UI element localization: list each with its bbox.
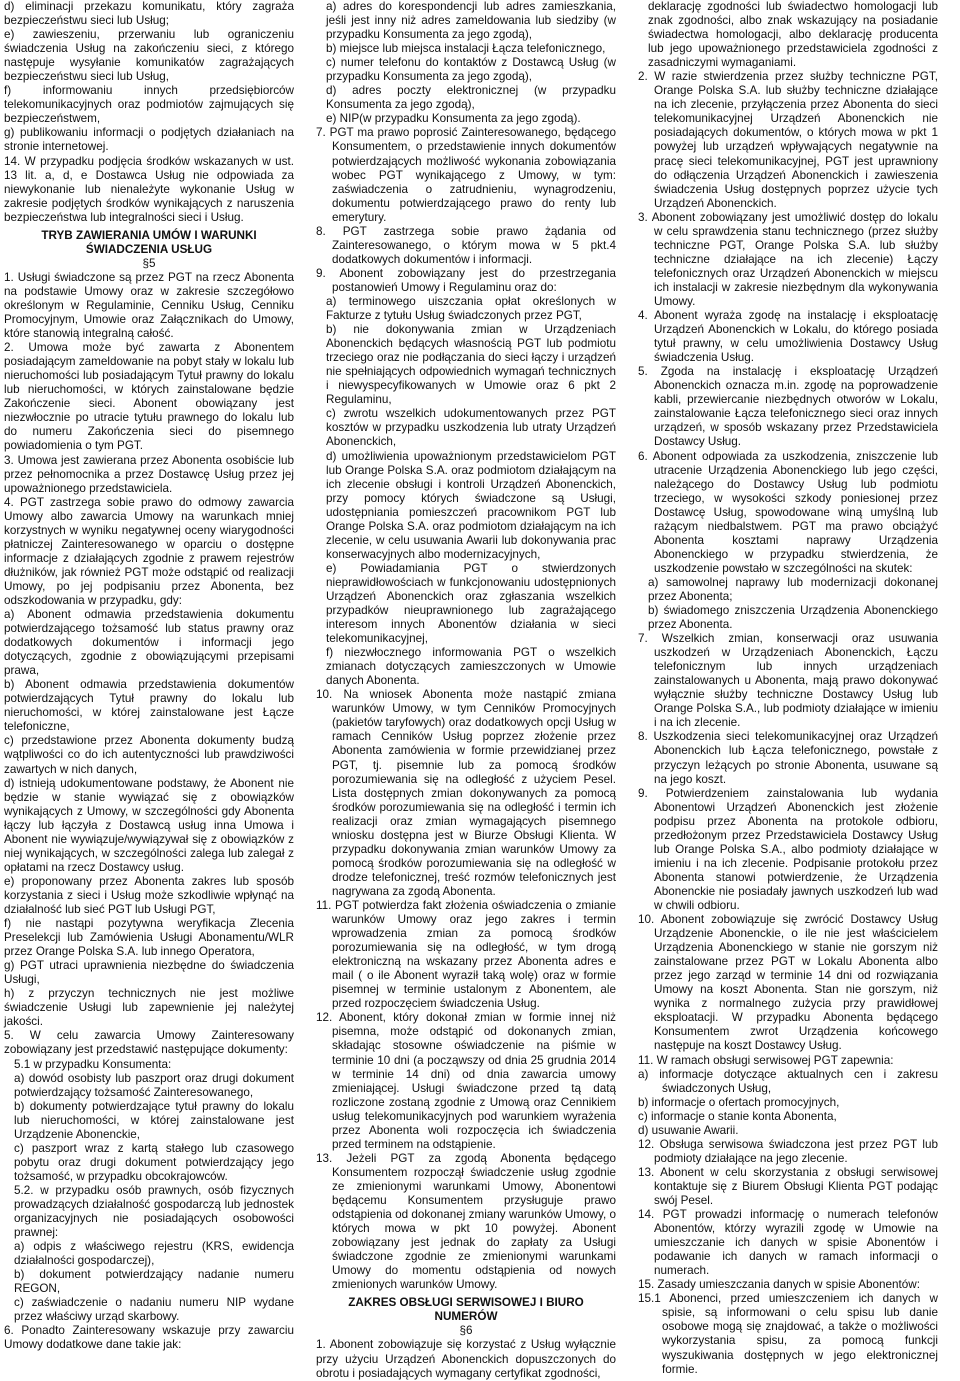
- list-item: d) umożliwienia upoważnionym przedstawicielom PGT lub Orange Polska S.A. oraz podmiotom działającym na ich zlecenie obsługi i kontroli Urządzeń Abonenckich, przy pomocy których świadczone są Usługi, udostępniania pomieszczeń pracownikom PGT lub Orange Polska S.A. oraz podmiotom działającym na ich zlecenie, w celu usuwania Awarii lub dokonywania prac konserwacyjnych albo modernizacyjnych,: [326, 449, 616, 561]
- list-item: c) zwrotu wszelkich udokumentowanych przez PGT kosztów w przypadku uszkodzenia lub utraty Urządzeń Abonenckich,: [326, 407, 616, 449]
- paragraph: 14. W przypadku podjęcia środków wskazanych w ust. 13 lit. a, d, e Dostawca Usług nie odpowiada za niewykonanie lub nienależyte wykonanie Usług w zakresie podjętych środków wynikających z naruszenia bezpieczeństwa lub integralności sieci i Usług.: [4, 154, 294, 224]
- paragraph: 1. Usługi świadczone są przez PGT na rzecz Abonenta na podstawie Umowy oraz w zakresie szczegółowo określonym w Regulaminie, Cenniku Usług, Cenniku Promocyjnym, Umowie oraz Załącznikach do Umowy, które stanowią integralną całość.: [4, 270, 294, 341]
- paragraph: h) z przyczyn technicznych nie jest możliwe świadczenie Usługi lub zapewnienie jej należytej jakości.: [4, 987, 294, 1029]
- paragraph: b) Abonent odmawia przedstawienia dokumentów potwierdzających Tytuł prawny do lokalu lub nieruchomości, w której zainstalowane jest Łącze telefoniczne,: [4, 678, 294, 734]
- paragraph: f) informowaniu innych przedsiębiorców telekomunikacyjnych oraz podmiotów zajmujących się bezpieczeństwem,: [4, 84, 294, 126]
- numbered-paragraph: 9. Abonent zobowiązany jest do przestrzegania postanowień Umowy i Regulaminu oraz do:: [316, 266, 616, 294]
- paragraph: 4. PGT zastrzega sobie prawo do odmowy zawarcia Umowy albo zawarcia Umowy na warunkach mniej korzystnych w wyniku negatywnej oceny wiarygodności płatniczej Zainteresowanego w oparciu o dostępne informacje z działających zgodnie z prawem rejestrów dłużników, jak również PGT może odstąpić od realizacji Umowy, po jej podpisaniu przez Abonenta, bez odszkodowania w przypadku, gdy:: [4, 495, 294, 607]
- list-item: a) samowolnej naprawy lub modernizacji dokonanej przez Abonenta;: [648, 575, 938, 603]
- numbered-paragraph: 7. PGT ma prawo poprosić Zainteresowanego, będącego Konsumentem, o przedstawienie innych dokumentów potwierdzających możliwość wykonania zobowiązania wobec PGT wynikającego z Umowy, w tym: zaświadczenia o zatrudnieniu, wynagrodzeniu, dokumentu potwierdzającego prawo do renty lub emerytury.: [316, 126, 616, 224]
- list-item: c) paszport wraz z kartą stałego lub czasowego pobytu oraz drugi dokument potwierdzający jego tożsamość, w przypadku obcokrajowców.: [14, 1141, 294, 1183]
- paragraph: a) Abonent odmawia przedstawienia dokumentu potwierdzającego tożsamość lub status prawny oraz dodatkowych dokumentów i informacji jego dotyczących, zgodnie z obowiązującymi przepisami prawa,: [4, 608, 294, 678]
- section-number: §6: [459, 1324, 473, 1338]
- numbered-paragraph: 8. PGT zastrzega sobie prawo żądania od Zainteresowanego, o którym mowa w 5 pkt.4 dodatkowych dokumentów i informacji.: [316, 224, 616, 266]
- paragraph: e) proponowany przez Abonenta zakres lub sposób korzystania z sieci i Usług może szkodliwie wpłynąć na działalność lub sieć PGT lub Usługi PGT,: [4, 874, 294, 916]
- paragraph: e) zawieszeniu, przerwaniu lub ograniczeniu świadczenia Usług na zakończeniu sieci, z którego następuje wysyłanie komunikatów zagrażających bezpieczeństwu sieci lub Usług,: [4, 28, 294, 84]
- list-item: b) dokument potwierdzający nadanie numeru REGON,: [14, 1268, 294, 1296]
- paragraph: 2. Umowa może być zawarta z Abonentem posiadającym zameldowanie na pobyt stały w lokalu lub nieruchomości lub posiadającym Tytuł prawny do lokalu lub nieruchomości, w których zainstalowane będzie Zakończenie sieci. Abonent obowiązany jest niezwłocznie po utracie tytułu prawnego do lokalu lub do numeru Zakończenia sieci do pisemnego powiadomienia o tym PGT.: [4, 341, 294, 453]
- numbered-paragraph: 13. Abonent w celu skorzystania z obsługi serwisowej kontaktuje się z Biurem Obsługi Klienta PGT podając swój Pesel.: [638, 1165, 938, 1207]
- numbered-paragraph: 7. Wszelkich zmian, konserwacji oraz usuwania uszkodzeń w Urządzeniach Abonenckich, Łączu telefonicznym lub innych urządzeniach zainstalowanych u Abonenta, mają prawo dokonywać wyłącznie służby techniczne Dostawcy Usług lub Orange Polska S.A., lub podmioty działające w imieniu i na ich zlecenie.: [638, 632, 938, 730]
- section-heading: TRYB ZAWIERANIA UMÓW I WARUNKI ŚWIADCZENIA USŁUG: [41, 228, 257, 256]
- section-heading: ZAKRES OBSŁUGI SERWISOWEJ I BIURO NUMERÓW: [348, 1296, 584, 1324]
- numbered-paragraph: 12. Abonent, który dokonał zmian w formie innej niż pisemna, może odstąpić od dokonanych zmian, składając stosowne oświadczenie na piśmie w terminie 10 dni (a począwszy od dnia 25 grudnia 2014 w terminie 14 dni) od dnia zawarcia umowy zmieniającej. Usługi świadczone przed tą datą rozliczone zostaną zgodnie z Umową oraz Cennikiem usług telekomunikacyjnych pod warunkiem wyrażenia przez Abonenta woli rozpoczęcia ich świadczenia przed terminem na odstąpienie.: [316, 1011, 616, 1151]
- paragraph: g) PGT utraci uprawnienia niezbędne do świadczenia Usługi,: [4, 959, 294, 987]
- list-item: a) informacje dotyczące aktualnych cen i zakresu świadczonych Usług,: [638, 1067, 938, 1095]
- list-item: 5.1 w przypadku Konsumenta:: [14, 1057, 172, 1071]
- paragraph: c) przedstawione przez Abonenta dokumenty budzą wątpliwości co do ich autentyczności lub prawdziwości zawartych w nich danych,: [4, 734, 294, 776]
- list-item: e) Powiadamiania PGT o stwierdzonych nieprawidłowościach w funkcjonowaniu udostępnionych Urządzeń Abonenckich oraz zgłaszania wszelkich przypadków nieuprawnionego lub zagrażającego interesom innych Abonentów działania w sieci telekomunikacyjnej,: [326, 561, 616, 646]
- list-item: c) informacje o stanie konta Abonenta,: [638, 1109, 837, 1123]
- numbered-paragraph: 8. Uszkodzenia sieci telekomunikacyjnej oraz Urządzeń Abonenckich lub Łącza telefonicznego, powstałe z przyczyn leżących po stronie Abonenta, usuwane są na jego koszt.: [638, 730, 938, 786]
- numbered-paragraph: 13. Jeżeli PGT za zgodą Abonenta będącego Konsumentem rozpoczął świadczenie usług zgodnie ze zmienionymi warunkami Umowy, Abonentowi będącemu Konsumentem przysługuje prawo odstąpienia od dokonanej zmiany warunków Umowy, o których mowa w pkt 10 powyżej. Abonent zobowiązany jest jednak do zapłaty za Usługi świadczone zgodnie ze zmienionymi warunkami Umowy do momentu odstąpienia od nowych zmienionych warunków Umowy.: [316, 1151, 616, 1292]
- section-number: §5: [142, 256, 156, 270]
- numbered-paragraph: 11. PGT potwierdza fakt złożenia oświadczenia o zmianie warunków Umowy oraz jego zakres i termin wprowadzenia zmian za pomocą środków porozumiewania się na odległość, w tym drogą elektroniczną na wskazany przez Abonenta adres e mail ( o ile Abonent wyraził taką wolę) oraz w formie pisemnej w terminie ustalonym z Abonentem, ale przed rozpoczęciem świadczenia Usług.: [316, 899, 616, 1011]
- list-item: deklarację zgodności lub świadectwo homologacji lub znak zgodności, albo znak wskazujący na posiadanie świadectwa homologacji, albo deklarację producenta lub jego upoważnionego przedstawiciela zgodności z zasadniczymi wymaganiami.: [648, 0, 938, 70]
- list-item: b) miejsce lub miejsca instalacji Łącza telefonicznego,: [326, 42, 606, 56]
- text-column-left: [4, 0, 294, 1352]
- numbered-paragraph: 12. Obsługa serwisowa świadczona jest przez PGT lub podmioty działające na jego zlecenie.: [638, 1137, 938, 1165]
- list-item: e) NIP(w przypadku Konsumenta za jego zgodą).: [326, 112, 581, 126]
- numbered-paragraph: 2. W razie stwierdzenia przez służby techniczne PGT, Orange Polska S.A. lub służby techniczne działające na ich zlecenie, przyłączenia przez Abonenta do sieci telekomunikacyjnej Urządzeń Abonenckich nie posiadających dokumentów, o których mowa w pkt 1 powyżej lub urządzeń wpływających negatywnie na pracę sieci telekomunikacyjnej, PGT jest uprawniony do odłączenia Urządzeń Abonenckich i zawieszenia świadczenia Usług dostępnych poprzez użycie tych Urządzeń Abonenckich.: [638, 70, 938, 210]
- text-column-middle: [316, 0, 616, 1380]
- list-item: b) dokumenty potwierdzające tytuł prawny do lokalu lub nieruchomości, w której zainstalowane jest Urządzenie Abonenckie,: [14, 1099, 294, 1141]
- list-item: a) adres do korespondencji lub adres zamieszkania, jeśli jest inny niż adres zameldowania lub siedziby (w przypadku Konsumenta za jego zgodą),: [326, 0, 616, 42]
- list-item: 5.2. w przypadku osób prawnych, osób fizycznych prowadzących działalność gospodarczą lub jednostek organizacyjnych nie posiadających osobowości prawnej:: [14, 1183, 294, 1240]
- list-item: b) informacje o ofertach promocyjnych,: [638, 1095, 840, 1109]
- list-item: d) usuwanie Awarii.: [638, 1123, 739, 1137]
- paragraph: 1. Abonent zobowiązuje się korzystać z Usług wyłącznie przy użyciu Urządzeń Abonenckich dopuszczonych do obrotu i posiadających wymagany certyfikat zgodności,: [316, 1338, 616, 1380]
- paragraph: d) eliminacji przekazu komunikatu, który zagraża bezpieczeństwu sieci lub Usług;: [4, 0, 294, 28]
- paragraph: 6. Ponadto Zainteresowany wskazuje przy zawarciu Umowy dodatkowe dane takie jak:: [4, 1324, 294, 1352]
- list-item: b) nie dokonywania zmian w Urządzeniach Abonenckich będących własnością PGT lub podmiotu trzeciego oraz nie podłączania do sieci łączy i urządzeń nie spełniających odpowiednich wymagań technicznych i niewyspecyfikowanych w Umowie oraz 6 pkt 2 Regulaminu,: [326, 323, 616, 407]
- numbered-paragraph: 3. Abonent zobowiązany jest umożliwić dostęp do lokalu w celu sprawdzenia stanu technicznego (przez służby techniczne PGT, Orange Polska S.A. lub służby techniczne działające na ich zlecenie) Łączy telefonicznych oraz Urządzeń Abonenckich w miejscu ich instalacji w zakresie niezbędnym dla wykonywania Umowy.: [638, 210, 938, 308]
- list-item: b) świadomego zniszczenia Urządzenia Abonenckiego przez Abonenta.: [648, 604, 938, 632]
- numbered-paragraph: 10. Na wniosek Abonenta może nastąpić zmiana warunków Umowy, w tym Cenników Promocyjnych (pakietów taryfowych) oraz dodatkowych opcji Usług w ramach Cenników Usług poprzez złożenie przez Abonenta zamówienia w formie przewidzianej przez PGT, tj. pisemnie lub za pomocą środków porozumiewania się na odległość z użyciem Pesel. Lista dostępnych zmian dokonywanych za pomocą środków porozumiewania się na odległość i termin ich realizacji oraz zmian wymagających pisemnego wniosku dostępna jest w Biurze Obsługi Klienta. W przypadku dokonywania zmian warunków Umowy za pomocą środków porozumiewania się na odległość w drodze telefonicznej, treść rozmów telefonicznych jest nagrywana za zgodą Abonenta.: [316, 688, 616, 898]
- paragraph: d) istnieją udokumentowane podstawy, że Abonent nie będzie w stanie wywiązać się z obowiązków wynikających z Umowy, w szczególności gdy Abonenta łączy lub łączyła z Dostawcą usług inna Umowa i Abonent nie wywiązuje/wywiązywał się z obowiązków z niej wynikających, w szczególności zalega lub zalegał z opłatami na rzecz Dostawcy usług.: [4, 776, 294, 874]
- list-item: c) zaświadczenie o nadaniu numeru NIP wydane przez właściwy urząd skarbowy.: [14, 1296, 294, 1324]
- numbered-paragraph: 9. Potwierdzeniem zainstalowania lub wydania Abonentowi Urządzeń Abonenckich jest złożenie podpisu przez Abonenta na protokole odbioru, przedłożonym przez Przedstawiciela Dostawcy Usług lub Orange Polska S.A., albo podmioty działające w imieniu i na ich zlecenie. Podpisanie protokołu przez Abonenta stanowi potwierdzenie, że Urządzenia Abonenckie nie posiadały jawnych uszkodzeń lub wad w chwili odbioru.: [638, 786, 938, 912]
- numbered-paragraph: 11. W ramach obsługi serwisowej PGT zapewnia:: [638, 1053, 894, 1067]
- list-item: d) adres poczty elektronicznej (w przypadku Konsumenta za jego zgodą),: [326, 84, 616, 112]
- list-item: a) terminowego uiszczania opłat określonych w Fakturze z tytułu Usług świadczonych przez PGT,: [326, 294, 616, 323]
- list-item: a) odpis z właściwego rejestru (KRS, ewidencja działalności gospodarczej),: [14, 1240, 294, 1268]
- numbered-paragraph: 10. Abonent zobowiązuje się zwrócić Dostawcy Usług Urządzenie Abonenckie, o ile nie jest właścicielem Urządzenia Abonenckiego w stanie nie gorszym niż zainstalowane przez PGT w Lokalu Abonenta albo przez jego zarząd w terminie 14 dni od rozwiązania Umowy na koszt Abonenta. Stan nie gorszym, niż wynika z normalnego zużycia przy prawidłowej eksploatacji. W przypadku Abonenta będącego Konsumentem zwrot Urządzenia końcowego następuje na koszt Dostawcy Usług.: [638, 913, 938, 1053]
- numbered-paragraph: 14. PGT prowadzi informację o numerach telefonów Abonentów, którzy wyrazili zgodę w Umowie na umieszczanie ich danych w spisie Abonentów i podawanie ich danych w ramach informacji o numerach.: [638, 1208, 938, 1278]
- paragraph: 3. Umowa jest zawierana przez Abonenta osobiście lub przez pełnomocnika a przez Dostawcę Usług przez jej upoważnionego przedstawiciela.: [4, 453, 294, 495]
- list-item: c) numer telefonu do kontaktów z Dostawcą Usług (w przypadku Konsumenta za jego zgodą),: [326, 56, 616, 84]
- paragraph: 5. W celu zawarcia Umowy Zainteresowany zobowiązany jest przedstawić następujące dokumenty:: [4, 1029, 294, 1057]
- numbered-paragraph: 15. Zasady umieszczania danych w spisie Abonentów:: [638, 1278, 920, 1292]
- numbered-paragraph: 4. Abonent wyraża zgodę na instalację i eksploatację Urządzeń Abonenckich w Lokalu, do którego posiada tytuł prawny, w celu umożliwienia Dostawcy Usług świadczenia Usług.: [638, 309, 938, 365]
- text-column-right: [638, 0, 938, 1376]
- list-item: 15.1 Abonenci, przed umieszczeniem ich danych w spisie, są informowani o celu spisu lub danie osobowe mogą się znajdować, a także o możliwości wykorzystania spisu, za pomocą funkcji wyszukiwania dostępnych w jego elektronicznej formie.: [638, 1292, 938, 1376]
- paragraph: f) nie nastąpi pozytywna weryfikacja Zlecenia Preselekcji lub Zamówienia Usługi Abonamentu/WLR przez Orange Polska S.A. lub innego Operatora,: [4, 917, 294, 959]
- paragraph: g) publikowaniu informacji o podjętych działaniach na stronie internetowej.: [4, 126, 294, 154]
- numbered-paragraph: 6. Abonent odpowiada za uszkodzenia, zniszczenie lub utracenie Urządzenia Abonenckiego lub jego części, należącego do Dostawcy Usług lub podmiotu trzeciego, w wysokości szkody poniesionej przez Dostawcę Usług, spowodowane winą umyślną lub rażącym niedbalstwem. PGT ma prawo obciążyć Abonenta kosztami naprawy Urządzenia Abonenckiego w przypadku stwierdzenia, że uszkodzenie powstało w szczególności na skutek:: [638, 449, 938, 575]
- list-item: f) niezwłocznego informowania PGT o wszelkich zmianach dotyczących zamieszczonych w Umowie danych Abonenta.: [326, 646, 616, 688]
- numbered-paragraph: 5. Zgoda na instalację i eksploatację Urządzeń Abonenckich oznacza m.in. zgodę na poprowadzenie kabli, przewiercanie niezbędnych otworów w Lokalu, zainstalowanie Łącza telefonicznego sieci oraz innych urządzeń, w sposób wskazany przez Przedstawiciela Dostawcy Usług.: [638, 365, 938, 449]
- list-item: a) dowód osobisty lub paszport oraz drugi dokument potwierdzający tożsamość Zainteresowanego,: [14, 1071, 294, 1099]
